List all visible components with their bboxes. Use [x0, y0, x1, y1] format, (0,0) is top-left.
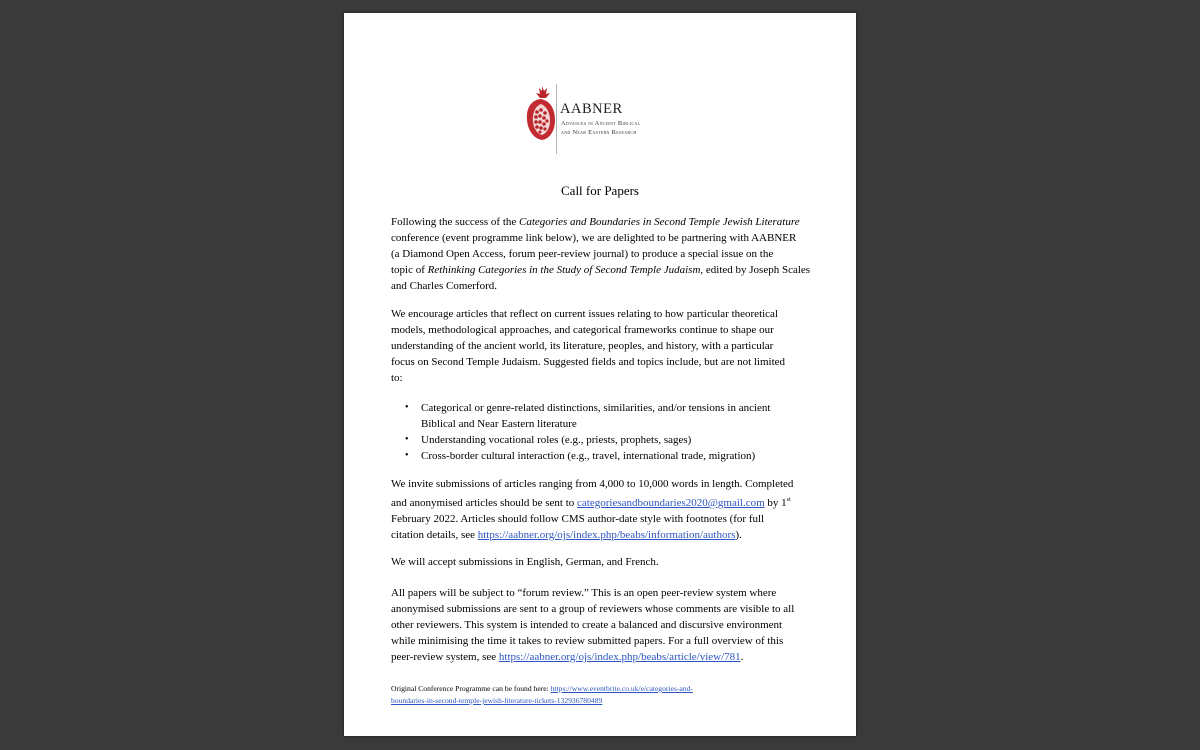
author-guidelines-link[interactable]: https://aabner.org/ojs/index.php/beabs/information/authors [477, 529, 736, 541]
list-item: • Understanding vocational roles (e.g., priests, prophets, sages) [405, 434, 692, 446]
forum-review-link[interactable]: https://aabner.org/ojs/index.php/beabs/article/view/781 [498, 651, 741, 663]
text-line: other reviewers. This system is intended to create a balanced and discursive environment [391, 619, 783, 631]
text-line: anonymised submissions are sent to a group of reviewers whose comments are visible to all [391, 603, 795, 615]
logo-tagline-line2: and Near Eastern Research [561, 128, 637, 136]
text-line: We invite submissions of articles ranging from 4,000 to 10,000 words in length. Completed [391, 478, 794, 490]
submission-paragraph [391, 476, 821, 543]
bullet-icon: • [405, 402, 409, 413]
logo-divider [556, 84, 557, 154]
text-line: conference (event programme link below), we are delighted to be partnering with AABNER [391, 232, 797, 244]
text-line: citation details, see https://aabner.org/ojs/index.php/beabs/information/authors). [391, 529, 742, 541]
email-link[interactable]: categoriesandboundaries2020@gmail.com [577, 497, 765, 509]
page-title: Call for Papers [561, 183, 639, 198]
list-item: • Categorical or genre-related distinctions, similarities, and/or tensions in ancient Biblical and Near Eastern literature [405, 402, 771, 430]
text-line: We encourage articles that reflect on current issues relating to how particular theoretical [391, 308, 778, 320]
text-line: focus on Second Temple Judaism. Suggested fields and topics include, but are not limited [391, 356, 786, 368]
special-issue-title: Rethinking Categories in the Study of Second Temple Judaism [427, 264, 701, 276]
pomegranate-logo-icon [526, 84, 556, 154]
text-line: while minimising the time it takes to review submitted papers. For a full overview of this [391, 635, 784, 647]
text-line: understanding of the ancient world, its literature, peoples, and history, with a particular [391, 340, 774, 352]
programme-link-part1[interactable]: https://www.eventbrite.co.uk/e/categories-and- [550, 684, 693, 693]
topics-list [391, 400, 821, 464]
text-line: models, methodological approaches, and categorical frameworks continue to shape our [391, 324, 774, 336]
topics-paragraph [391, 306, 821, 386]
programme-link-part2[interactable]: boundaries-in-second-temple-jewish-literature-tickets-132936780489 [391, 696, 603, 705]
bullet-icon: • [405, 434, 409, 445]
logo-wordmark: AABNER [560, 101, 623, 117]
programme-footnote: Original Conference Programme can be found here: https://www.eventbrite.co.uk/e/categories-and- boundaries-in-second-temple-jewish-literature-tickets-132936780489 [391, 684, 693, 705]
text-line: Following the success of the Categories and Boundaries in Second Temple Jewish Literature [391, 216, 800, 228]
text-line: peer-review system, see https://aabner.org/ojs/index.php/beabs/article/view/781. [391, 651, 744, 663]
text-line: February 2022. Articles should follow CMS author-date style with footnotes (for full [391, 513, 765, 525]
text-line: topic of Rethinking Categories in the Study of Second Temple Judaism, edited by Joseph Scales [391, 264, 811, 276]
text-line: to: [391, 372, 403, 384]
text-line: We will accept submissions in English, German, and French. [391, 556, 659, 568]
logo-tagline-line1: Advances in Ancient Biblical [561, 120, 641, 127]
text-line: (a Diamond Open Access, forum peer-review journal) to produce a special issue on the [391, 248, 774, 260]
text-line: All papers will be subject to “forum review.” This is an open peer-review system where [391, 587, 777, 599]
languages-paragraph [391, 554, 821, 570]
review-paragraph [391, 585, 821, 665]
text-line: and anonymised articles should be sent to categoriesandboundaries2020@gmail.com by 1st [391, 497, 791, 509]
conference-title: Categories and Boundaries in Second Temple Jewish Literature [519, 216, 800, 228]
bullet-icon: • [405, 450, 409, 461]
list-item: • Cross-border cultural interaction (e.g., travel, international trade, migration) [405, 450, 756, 462]
intro-paragraph [391, 214, 821, 294]
text-line: and Charles Comerford. [391, 280, 497, 292]
